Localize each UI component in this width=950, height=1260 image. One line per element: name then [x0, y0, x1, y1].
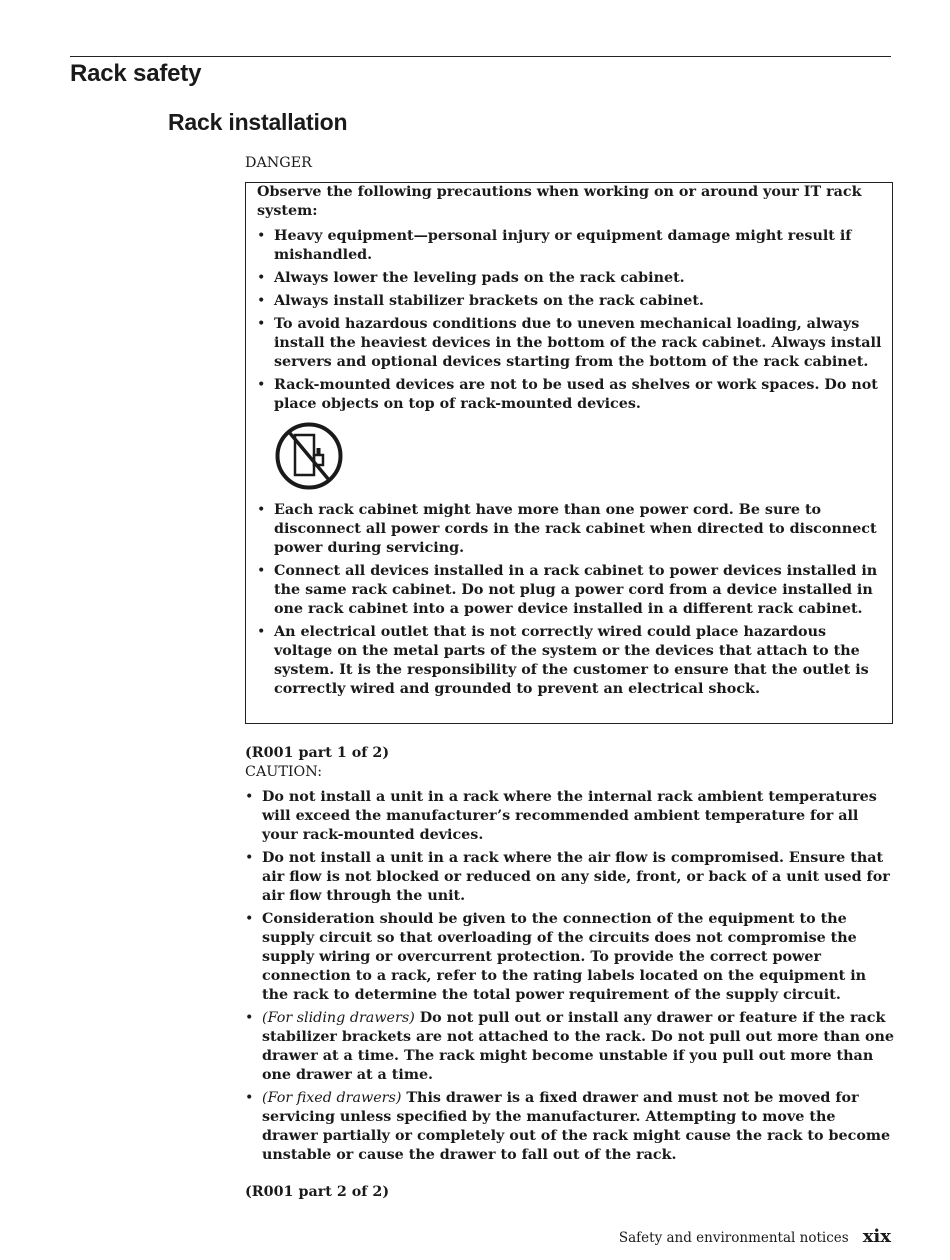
danger-box — [245, 182, 893, 724]
danger-label: DANGER — [245, 155, 312, 171]
danger-item: • An electrical outlet that is not correctly wired could place hazardous voltage on the metal parts of the system or the devices that attach to the system. It is the responsibility of the customer to ensure that the outlet is correctly wired and grounded to prevent an electrical shock. — [257, 623, 882, 699]
caution-item-prefix: (For sliding drawers) — [262, 1010, 415, 1026]
danger-item: • Rack-mounted devices are not to be used as shelves or work spaces. Do not place objects on top of rack-mounted devices. — [257, 376, 882, 414]
section-title: Rack safety — [70, 60, 202, 87]
subsection-title: Rack installation — [168, 109, 348, 135]
caution-item — [245, 1009, 895, 1085]
danger-item: • To avoid hazardous conditions due to uneven mechanical loading, always install the heaviest devices in the bottom of the rack cabinet. Always install servers and optional devices starting from the bottom of the rack cabinet. — [257, 315, 882, 372]
page-footer — [619, 1226, 891, 1247]
footer-title: Safety and environmental notices — [618, 1230, 849, 1246]
danger-item: • Always lower the leveling pads on the rack cabinet. — [257, 269, 882, 288]
danger-item: • Connect all devices installed in a rack cabinet to power devices installed in the same rack cabinet. Do not plug a power cord from a device installed in one rack cabinet into a power device installed in a different rack cabinet. — [257, 562, 882, 619]
no-objects-on-rack-icon-wrap — [257, 418, 882, 501]
danger-list-1 — [257, 227, 882, 414]
main-content — [245, 154, 895, 1202]
danger-item: • Always install stabilizer brackets on the rack cabinet. — [257, 292, 882, 311]
caution-item-prefix: (For fixed drawers) — [262, 1090, 402, 1106]
caution-item — [245, 910, 895, 1005]
caution-section — [245, 744, 895, 1202]
no-objects-on-rack-icon — [274, 421, 344, 491]
caution-item-text: Do not install a unit in a rack where the air flow is compromised. Ensure that air flow is not blocked or reduced on any side, front, or back of a unit used for air flow through the unit. — [262, 850, 890, 904]
danger-item: • Each rack cabinet might have more than one power cord. Be sure to disconnect all power cords in the rack cabinet when directed to disconnect power during servicing. — [257, 501, 882, 558]
reference-code-part-1: (R001 part 1 of 2) — [245, 745, 390, 761]
danger-intro: Observe the following precautions when working on or around your IT rack system: — [257, 184, 862, 219]
caution-item — [245, 788, 895, 845]
caution-list — [245, 788, 895, 1165]
caution-item — [245, 849, 895, 906]
caution-item — [245, 1089, 895, 1165]
caution-label: CAUTION: — [245, 764, 323, 780]
caution-item-text: This drawer is a fixed drawer and must not be moved for servicing unless specified by the manufacturer. Attempting to move the drawer partially or completely out of the rack might cause the rack to become unstable or cause the drawer to fall out of the rack. — [262, 1090, 891, 1163]
reference-code-part-2: (R001 part 2 of 2) — [245, 1184, 390, 1200]
caution-item-text: Consideration should be given to the connection of the equipment to the supply circuit so that overloading of the circuits does not compromise the supply wiring or overcurrent protection. To provide the correct power connection to a rack, refer to the rating labels located on the equipment in the rack to determine the total power requirement of the supply circuit. — [262, 911, 867, 1003]
danger-list-2 — [257, 501, 882, 699]
caution-item-text: Do not pull out or install any drawer or feature if the rack stabilizer brackets are not attached to the rack. Do not pull out more than one drawer at a time. The rack might become unstable if you pull out more than one drawer at a time. — [262, 1010, 894, 1083]
header-rule — [70, 56, 891, 57]
caution-item-text: Do not install a unit in a rack where the internal rack ambient temperatures will exceed the manufacturer’s recommended ambient temperature for all your rack-mounted devices. — [262, 789, 877, 843]
page-number: xix — [862, 1226, 891, 1247]
danger-item: • Heavy equipment—personal injury or equipment damage might result if mishandled. — [257, 227, 882, 265]
